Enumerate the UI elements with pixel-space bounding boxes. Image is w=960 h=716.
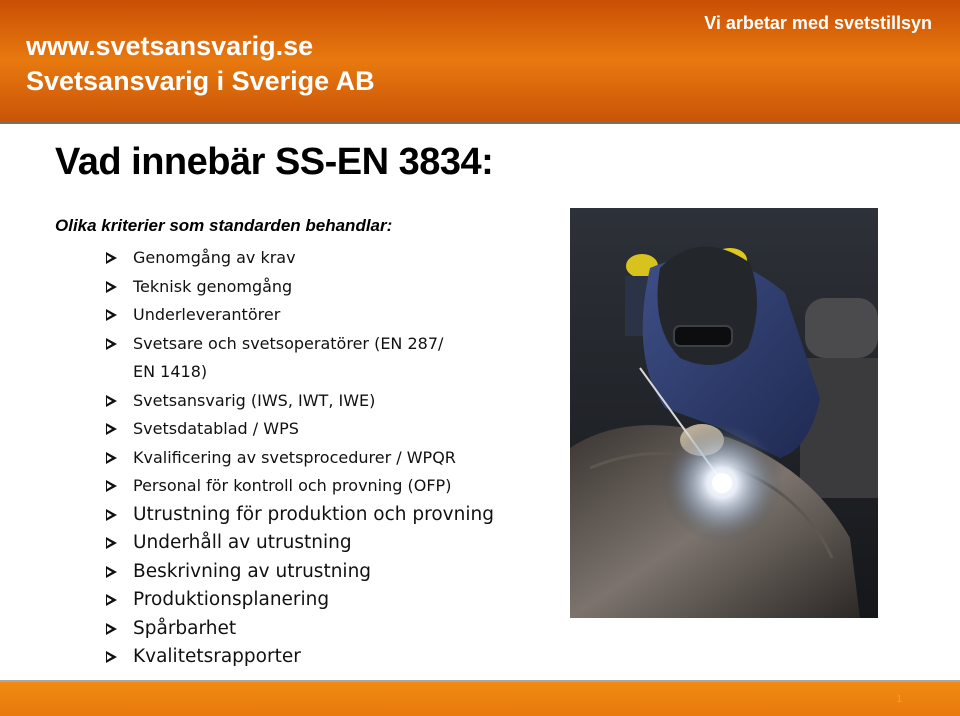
list-item: Svetsdatablad / WPS: [106, 415, 556, 444]
arrow-bullet-icon: [106, 651, 117, 663]
welder-photo: [570, 208, 878, 618]
list-item: Produktionsplanering: [106, 586, 556, 615]
arrow-bullet-icon: [106, 566, 117, 578]
list-item: Kvalitetsrapporter: [106, 643, 556, 672]
pipe-shape: [805, 298, 878, 358]
list-item: Personal för kontroll och provning (OFP): [106, 472, 556, 501]
arrow-bullet-icon: [106, 309, 117, 321]
arrow-bullet-icon: [106, 594, 117, 606]
site-url: www.svetsansvarig.se: [26, 31, 314, 61]
welding-helmet-shape: [658, 247, 758, 365]
arrow-bullet-icon: [106, 623, 117, 635]
tagline: Vi arbetar med svetstillsyn: [704, 13, 932, 33]
slide-title: Vad innebär SS-EN 3834:: [55, 141, 494, 183]
list-item: Teknisk genomgång: [106, 273, 556, 302]
arrow-bullet-icon: [106, 252, 117, 264]
intro-text: Olika kriterier som standarden behandlar:: [55, 216, 393, 235]
arrow-bullet-icon: [106, 395, 117, 407]
company-name: Svetsansvarig i Sverige AB: [26, 66, 375, 96]
slide-footer: [0, 680, 960, 716]
slide-header: [0, 0, 960, 124]
list-item: Beskrivning av utrustning: [106, 558, 556, 587]
arrow-bullet-icon: [106, 480, 117, 492]
list-item-continuation: EN 1418): [133, 362, 208, 381]
list-item: Underhåll av utrustning: [106, 529, 556, 558]
page-number: 1: [896, 694, 902, 705]
list-item: Kvalificering av svetsprocedurer / WPQR: [106, 444, 556, 473]
arrow-bullet-icon: [106, 537, 117, 549]
list-item: Underleverantörer: [106, 301, 556, 330]
arrow-bullet-icon: [106, 509, 117, 521]
criteria-list: [106, 244, 556, 672]
arrow-bullet-icon: [106, 423, 117, 435]
list-item: Svetsansvarig (IWS, IWT, IWE): [106, 387, 556, 416]
list-item: Spårbarhet: [106, 615, 556, 644]
arrow-bullet-icon: [106, 338, 117, 350]
list-item: Utrustning för produktion och provning: [106, 501, 556, 530]
list-item: Svetsare och svetsoperatörer (EN 287/: [106, 330, 556, 359]
arrow-bullet-icon: [106, 281, 117, 293]
welding-arc-core: [712, 473, 732, 493]
welder-illustration: [570, 208, 878, 618]
arrow-bullet-icon: [106, 452, 117, 464]
helmet-visor-shape: [674, 326, 732, 346]
list-item: Genomgång av krav: [106, 244, 556, 273]
